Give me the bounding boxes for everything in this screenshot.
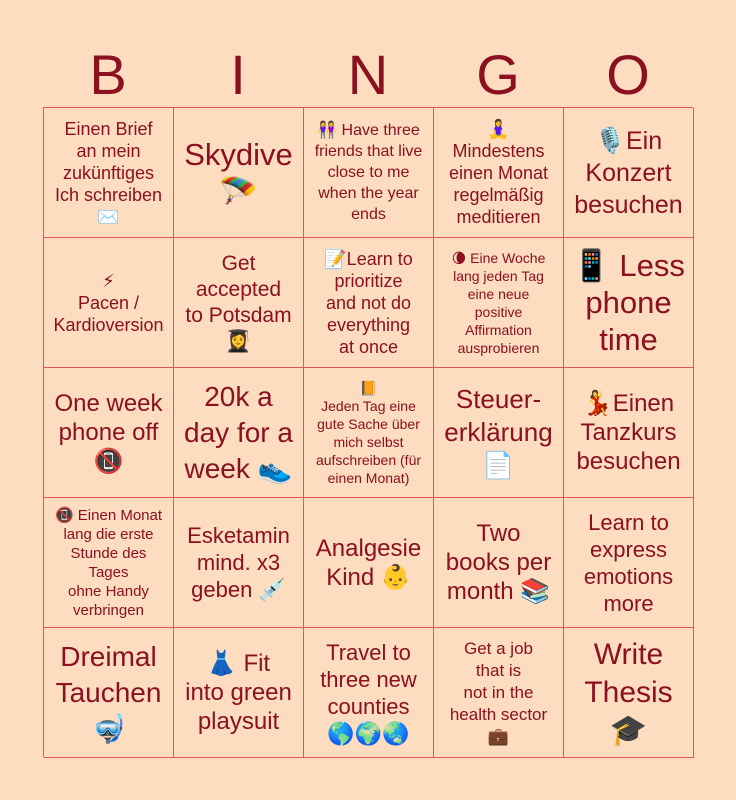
bingo-cell-o4[interactable] <box>564 498 694 628</box>
bingo-cell-n3[interactable] <box>304 368 434 498</box>
cell-text: 📱 Less phone time <box>572 248 685 357</box>
bingo-cell-b2[interactable] <box>44 238 174 368</box>
bingo-cell-i1[interactable] <box>174 108 304 238</box>
cell-text: 📙 Jeden Tag eine gute Sache über mich selbst aufschreiben (für einen Monat) <box>315 379 422 486</box>
cell-text: Travel to three new counties 🌎🌍🌏 <box>320 639 417 746</box>
bingo-board <box>43 107 693 757</box>
cell-text: 👭 Have three friends that live close to me when the year ends <box>314 122 423 223</box>
cell-text: Two books per month 📚 <box>445 520 552 605</box>
bingo-cell-i5[interactable] <box>174 628 304 758</box>
bingo-cell-b1[interactable] <box>44 108 174 238</box>
cell-text: Dreimal Tauchen 🤿 <box>55 640 162 744</box>
header-letter-o: O <box>606 43 650 106</box>
cell-text: 🎙️Ein Konzert besuchen <box>574 126 683 219</box>
header-letter-i: I <box>230 43 246 106</box>
cell-text: 📵 Einen Monat lang die erste Stunde des Tages ohne Handy verbringen <box>54 506 163 619</box>
bingo-cell-g4[interactable] <box>434 498 564 628</box>
bingo-cell-o3[interactable] <box>564 368 694 498</box>
cell-text: Analgesie Kind 👶 <box>315 534 422 591</box>
bingo-cell-i4[interactable] <box>174 498 304 628</box>
cell-text: 20k a day for a week 👟 <box>184 380 293 484</box>
bingo-cell-g1[interactable] <box>434 108 564 238</box>
bingo-cell-b5[interactable] <box>44 628 174 758</box>
cell-text: 👗 Fit into green playsuit <box>185 650 292 735</box>
bingo-cell-o2[interactable] <box>564 238 694 368</box>
cell-text: Skydive 🪂 <box>184 136 293 209</box>
bingo-cell-i3[interactable] <box>174 368 304 498</box>
bingo-cell-b4[interactable] <box>44 498 174 628</box>
header-letter-g: G <box>476 43 520 106</box>
header-letter-b: B <box>89 43 127 106</box>
cell-text: Steuer- erklärung 📄 <box>444 384 553 480</box>
cell-text: 🧘‍♀️ Mindestens einen Monat regelmäßig meditieren <box>448 118 549 227</box>
cell-text: Esketamin mind. x3 geben 💉 <box>187 523 290 602</box>
cell-text: ⚡ Pacen / Kardioversion <box>53 270 164 335</box>
cell-text: Get a job that is not in the health sector 💼 <box>449 638 548 746</box>
cell-text: Einen Brief an mein zukünftiges Ich schreiben ✉️ <box>54 118 163 227</box>
bingo-cell-n5[interactable] <box>304 628 434 758</box>
bingo-cell-i2[interactable] <box>174 238 304 368</box>
cell-text: Learn to express emotions more <box>583 509 674 616</box>
bingo-cell-n2[interactable] <box>304 238 434 368</box>
bingo-cell-b3[interactable] <box>44 368 174 498</box>
cell-text: Write Thesis 🎓 <box>584 637 673 747</box>
bingo-cell-g2[interactable] <box>434 238 564 368</box>
bingo-cell-n1[interactable] <box>304 108 434 238</box>
bingo-cell-o5[interactable] <box>564 628 694 758</box>
bingo-cell-o1[interactable] <box>564 108 694 238</box>
header-letter-n: N <box>347 43 389 106</box>
cell-text: Get accepted to Potsdam 👩‍🎓 <box>185 251 292 353</box>
bingo-cell-g3[interactable] <box>434 368 564 498</box>
cell-text: 🌘 Eine Woche lang jeden Tag eine neue positive Affirmation ausprobieren <box>451 249 546 356</box>
cell-text: 💃Einen Tanzkurs besuchen <box>576 390 681 475</box>
bingo-cell-g5[interactable] <box>434 628 564 758</box>
cell-text: One week phone off 📵 <box>54 390 163 475</box>
cell-text: 📝Learn to prioritize and not do everything at once <box>324 248 413 357</box>
bingo-header <box>43 44 693 106</box>
bingo-cell-n4[interactable] <box>304 498 434 628</box>
